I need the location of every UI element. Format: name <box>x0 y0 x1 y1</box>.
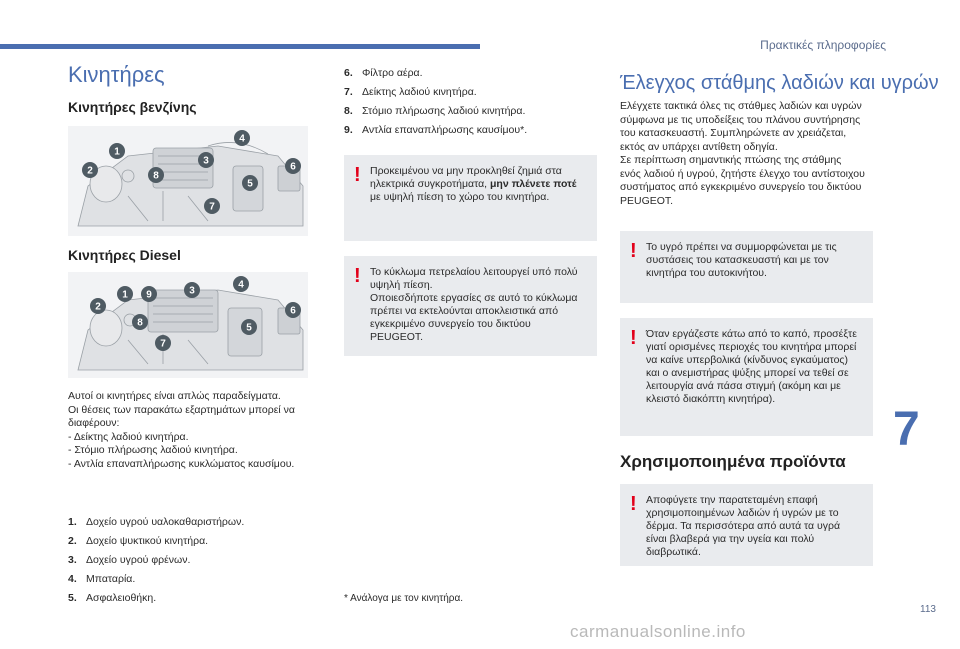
callout-label: 4 <box>238 279 244 291</box>
petrol-engine-diagram <box>68 126 308 236</box>
section-title: Πρακτικές πληροφορίες <box>760 38 886 52</box>
warning-box-fuel-circuit <box>344 256 597 356</box>
list-item: 3. Δοχείο υγρού φρένων. <box>68 554 191 566</box>
callout-label: 9 <box>146 289 152 301</box>
fluid-check-title: Έλεγχος στάθμης λαδιών και υγρών <box>620 72 939 94</box>
warning-icon: ! <box>354 265 361 287</box>
warning-icon: ! <box>630 240 637 262</box>
callout-label: 6 <box>290 161 296 173</box>
list-item: 1. Δοχείο υγρού υαλοκαθαριστήρων. <box>68 516 245 528</box>
engines-intro <box>68 390 318 471</box>
warning-box-fluid-spec: ! Το υγρό πρέπει να συμμορφώνεται με τις συστάσεις του κατασκευαστή και με τον κινητήρα του αυτοκινήτου. <box>620 231 873 303</box>
warning-box-washing: ! Προκειμένου να μην προκληθεί ζημιά στα ηλεκτρικά συγκροτήματα, μην πλένετε ποτέ με υψηλή πίεση το χώρο του κινητήρα. <box>344 155 597 241</box>
components-list-left <box>68 516 328 611</box>
chapter-number: 7 <box>893 403 920 456</box>
footnote: * Ανάλογα με τον κινητήρα. <box>344 593 464 604</box>
petrol-engines-heading: Κινητήρες βενζίνης <box>68 99 197 115</box>
callout-label: 1 <box>114 146 120 158</box>
list-item: 6. Φίλτρο αέρα. <box>344 67 423 79</box>
warning-line: Το κύκλωμα πετρελαίου λειτουργεί υπό πολύ υψηλή πίεση. <box>370 266 578 291</box>
callout-label: 5 <box>247 178 253 190</box>
paragraph: Ελέγχετε τακτικά όλες τις στάθμες λαδιών και υγρών σύμφωνα με τις υποδείξεις του πλάνου συντήρησης του κατασκευαστή. Συμπληρώνετε αν χρειάζεται, εκτός αν υπάρχει αντίθετη οδηγία. <box>620 100 862 153</box>
fluid-check-body <box>620 100 865 208</box>
warning-icon: ! <box>354 164 361 186</box>
callout-label: 7 <box>209 201 215 213</box>
intro-line: - Δείκτης λαδιού κινητήρα. <box>68 430 189 443</box>
used-products-heading: Χρησιμοποιημένα προϊόντα <box>620 452 846 471</box>
intro-line: διαφέρουν: <box>68 417 120 429</box>
callout-label: 6 <box>290 305 296 317</box>
list-item: 4. Μπαταρία. <box>68 573 136 585</box>
callout-label: 8 <box>153 170 159 182</box>
page-title: Κινητήρες <box>68 62 165 87</box>
callout-label: 3 <box>203 155 209 167</box>
callout-label: 2 <box>87 165 93 177</box>
warning-line: Οποιεσδήποτε εργασίες σε αυτό το κύκλωμα πρέπει να εκτελούνται αποκλειστικά από εγκεκριμένο συνεργείο του δικτύου PEUGEOT. <box>370 292 578 343</box>
callout-label: 8 <box>137 317 143 329</box>
intro-line: Οι θέσεις των παρακάτω εξαρτημάτων μπορεί να <box>68 403 295 416</box>
header-bar <box>0 44 480 49</box>
callout-label: 2 <box>95 301 101 313</box>
components-list-middle <box>344 67 594 143</box>
callout-label: 1 <box>122 289 128 301</box>
callout-label: 7 <box>160 338 166 350</box>
warning-box-hot-engine: ! Όταν εργάζεστε κάτω από το καπό, προσέξτε γιατί ορισμένες περιοχές του κινητήρα μπορεί να καίνε υπερβολικά (κίνδυνος εγκαύματος) και ο ανεμιστήρας ψύξης μπορεί να τεθεί σε λειτουργία ανά πάσα στιγμή (ακόμη και με κλειστό διακόπτη κινητήρα). <box>620 318 873 436</box>
page-number: 113 <box>920 604 936 615</box>
watermark: carmanualsonline.info <box>570 622 746 641</box>
callout-label: 4 <box>239 133 245 145</box>
diesel-engines-heading: Κινητήρες Diesel <box>68 247 181 263</box>
list-item: 7. Δείκτης λαδιού κινητήρα. <box>344 86 477 98</box>
intro-line: Αυτοί οι κινητήρες είναι απλώς παραδείγματα. <box>68 390 281 402</box>
list-item: 2. Δοχείο ψυκτικού κινητήρα. <box>68 535 209 547</box>
list-item: 8. Στόμιο πλήρωσης λαδιού κινητήρα. <box>344 105 526 117</box>
list-item: 5. Ασφαλειοθήκη. <box>68 592 157 604</box>
warning-icon: ! <box>630 327 637 349</box>
emphasis-text: μην πλένετε ποτέ <box>489 178 577 190</box>
diesel-engine-diagram <box>68 272 308 378</box>
intro-line: - Αντλία επαναπλήρωσης κυκλώματος καυσίμου. <box>68 457 295 470</box>
warning-box-used-products: ! Αποφύγετε την παρατεταμένη επαφή χρησιμοποιημένων λαδιών ή υγρών με το δέρμα. Τα περισσότερα από αυτά τα υγρά είναι βλαβερά για την υγεία και πολύ διαβρωτικά. <box>620 484 873 566</box>
callout-label: 5 <box>246 322 252 334</box>
list-item: 9. Αντλία επαναπλήρωσης καυσίμου*. <box>344 124 528 136</box>
warning-icon: ! <box>630 493 637 515</box>
intro-line: - Στόμιο πλήρωσης λαδιού κινητήρα. <box>68 444 238 456</box>
paragraph: Σε περίπτωση σημαντικής πτώσης της στάθμης ενός λαδιού ή υγρού, ζητήστε έλεγχο του αντίστοιχου συστήματος από εγκεκριμένο συνεργείο του δικτύου PEUGEOT. <box>620 154 865 207</box>
callout-label: 3 <box>189 285 195 297</box>
